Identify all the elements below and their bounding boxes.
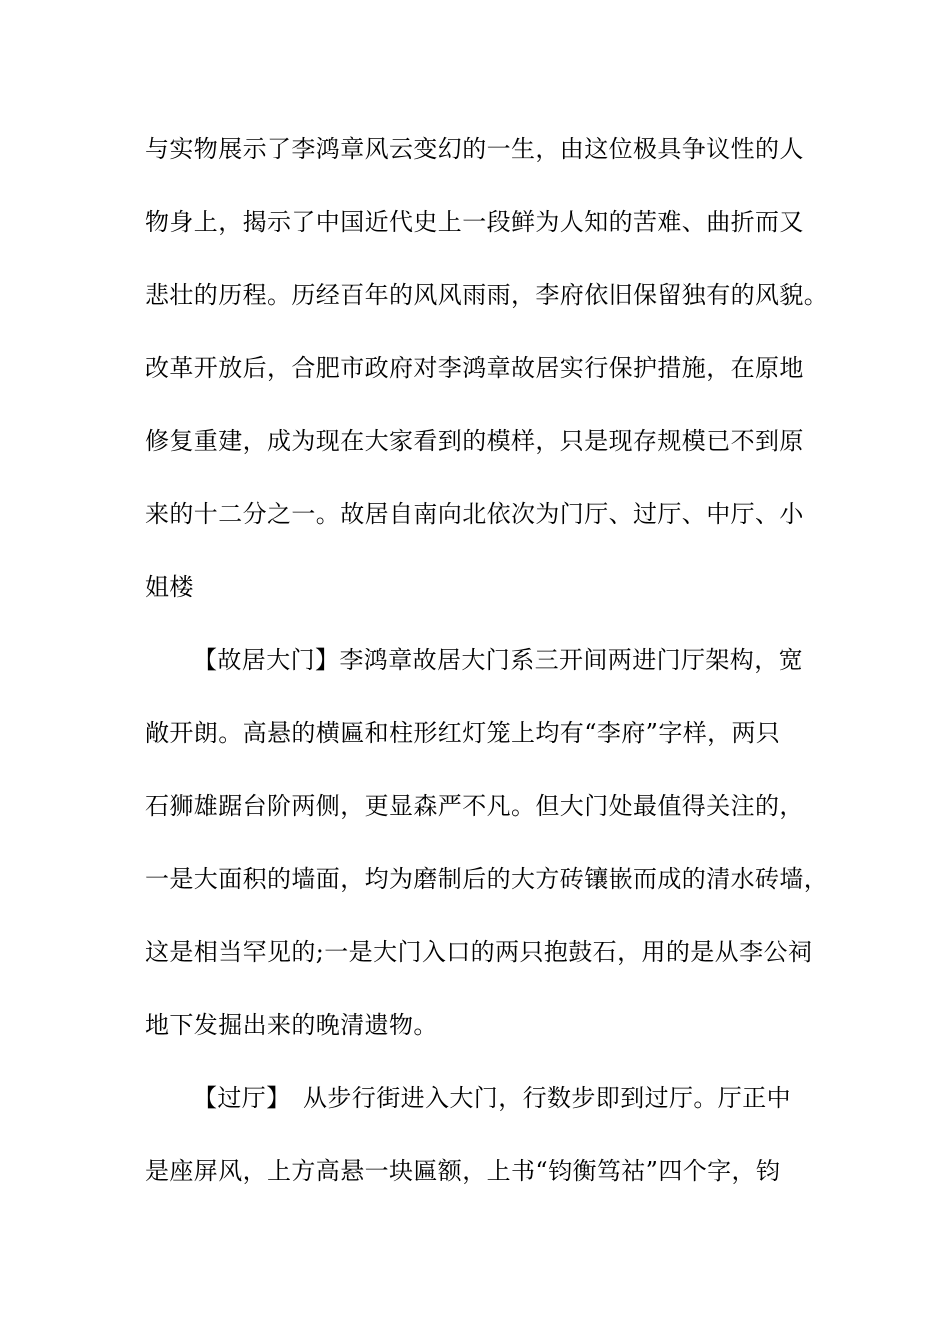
text-line: 与实物展示了李鸿章风云变幻的一生，由这位极具争议性的人 (145, 135, 804, 163)
text-line: 一是大面积的墙面，均为磨制后的大方砖镶嵌而成的清水砖墙， (145, 865, 829, 893)
text-line: 是座屏风，上方高悬一块匾额，上书“钧衡笃祜”四个字，钧 (145, 1157, 781, 1185)
text-line: 改革开放后，合肥市政府对李鸿章故居实行保护措施，在原地 (145, 354, 804, 382)
text-line: 姐楼 (145, 573, 194, 601)
text-line: 敞开朗。高悬的横匾和柱形红灯笼上均有“李府”字样，两只 (145, 719, 781, 747)
text-line: 物身上，揭示了中国近代史上一段鲜为人知的苦难、曲折而又 (145, 208, 804, 236)
text-line: 这是相当罕见的;一是大门入口的两只抱鼓石，用的是从李公祠 (145, 938, 813, 966)
text-line: 地下发掘出来的晚清遗物。 (145, 1011, 438, 1039)
text-line: 修复重建，成为现在大家看到的模样，只是现存规模已不到原 (145, 427, 804, 455)
paragraph-first-line: 【故居大门】李鸿章故居大门系三开间两进门厅架构，宽 (193, 646, 803, 674)
text-line: 来的十二分之一。故居自南向北依次为门厅、过厅、中厅、小 (145, 500, 804, 528)
text-line: 悲壮的历程。历经百年的风风雨雨，李府依旧保留独有的风貌。 (145, 281, 829, 309)
text-line: 石狮雄踞台阶两侧，更显森严不凡。但大门处最值得关注的， (145, 792, 804, 820)
paragraph-first-line: 【过厅】 从步行街进入大门，行数步即到过厅。厅正中 (193, 1084, 791, 1112)
